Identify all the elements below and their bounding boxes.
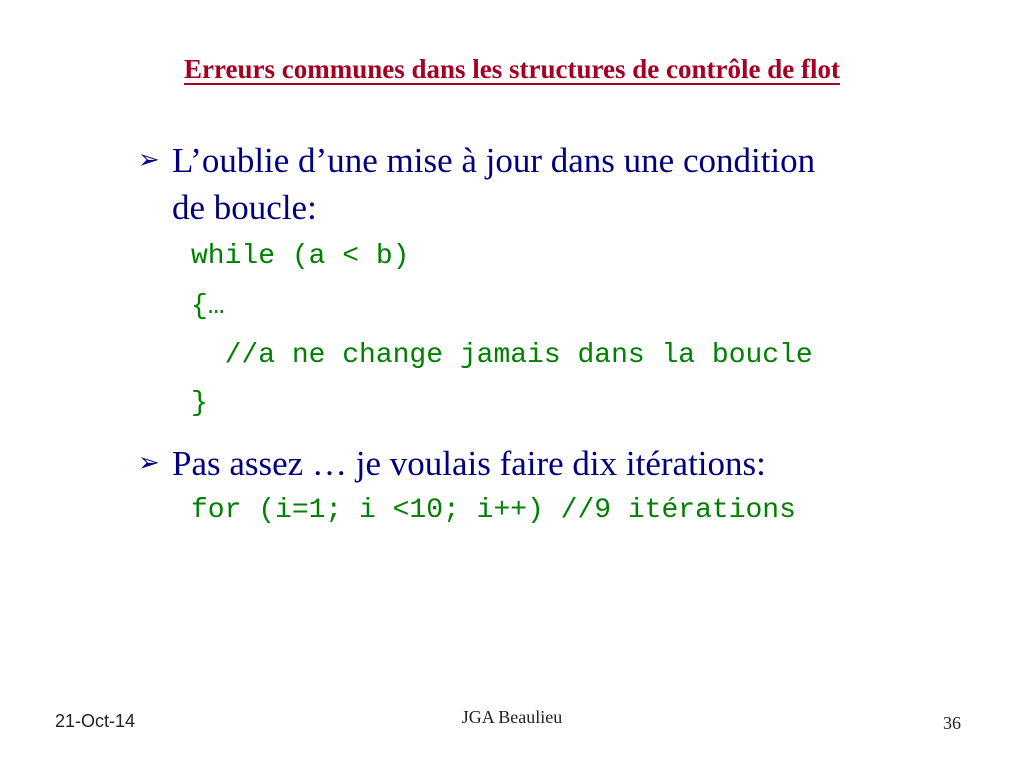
bullet-2-text-line1: Pas assez … je voulais faire dix itérations: [172, 444, 766, 483]
footer-date: 21-Oct-14 [55, 711, 136, 731]
arrow-bullet-icon: ➢ [138, 448, 160, 478]
bullet-2 [138, 441, 766, 486]
slide-title: Erreurs communes dans les structures de contrôle de flot [184, 54, 840, 84]
arrow-bullet-icon: ➢ [138, 145, 160, 175]
bullet-1-text-line2: de boucle: [172, 188, 317, 227]
code-line: for (i=1; i <10; i++) //9 itérations [191, 495, 796, 526]
code-line: } [191, 388, 208, 419]
code-line: while (a < b) [191, 241, 410, 272]
page-number: 36 [943, 713, 961, 733]
bullet-1-text-line1: L’oublie d’une mise à jour dans une condition [172, 141, 816, 180]
footer-author: JGA Beaulieu [461, 707, 563, 727]
code-line: {… [191, 291, 225, 322]
bullet-1 [138, 138, 815, 183]
code-line: //a ne change jamais dans la boucle [191, 340, 813, 371]
